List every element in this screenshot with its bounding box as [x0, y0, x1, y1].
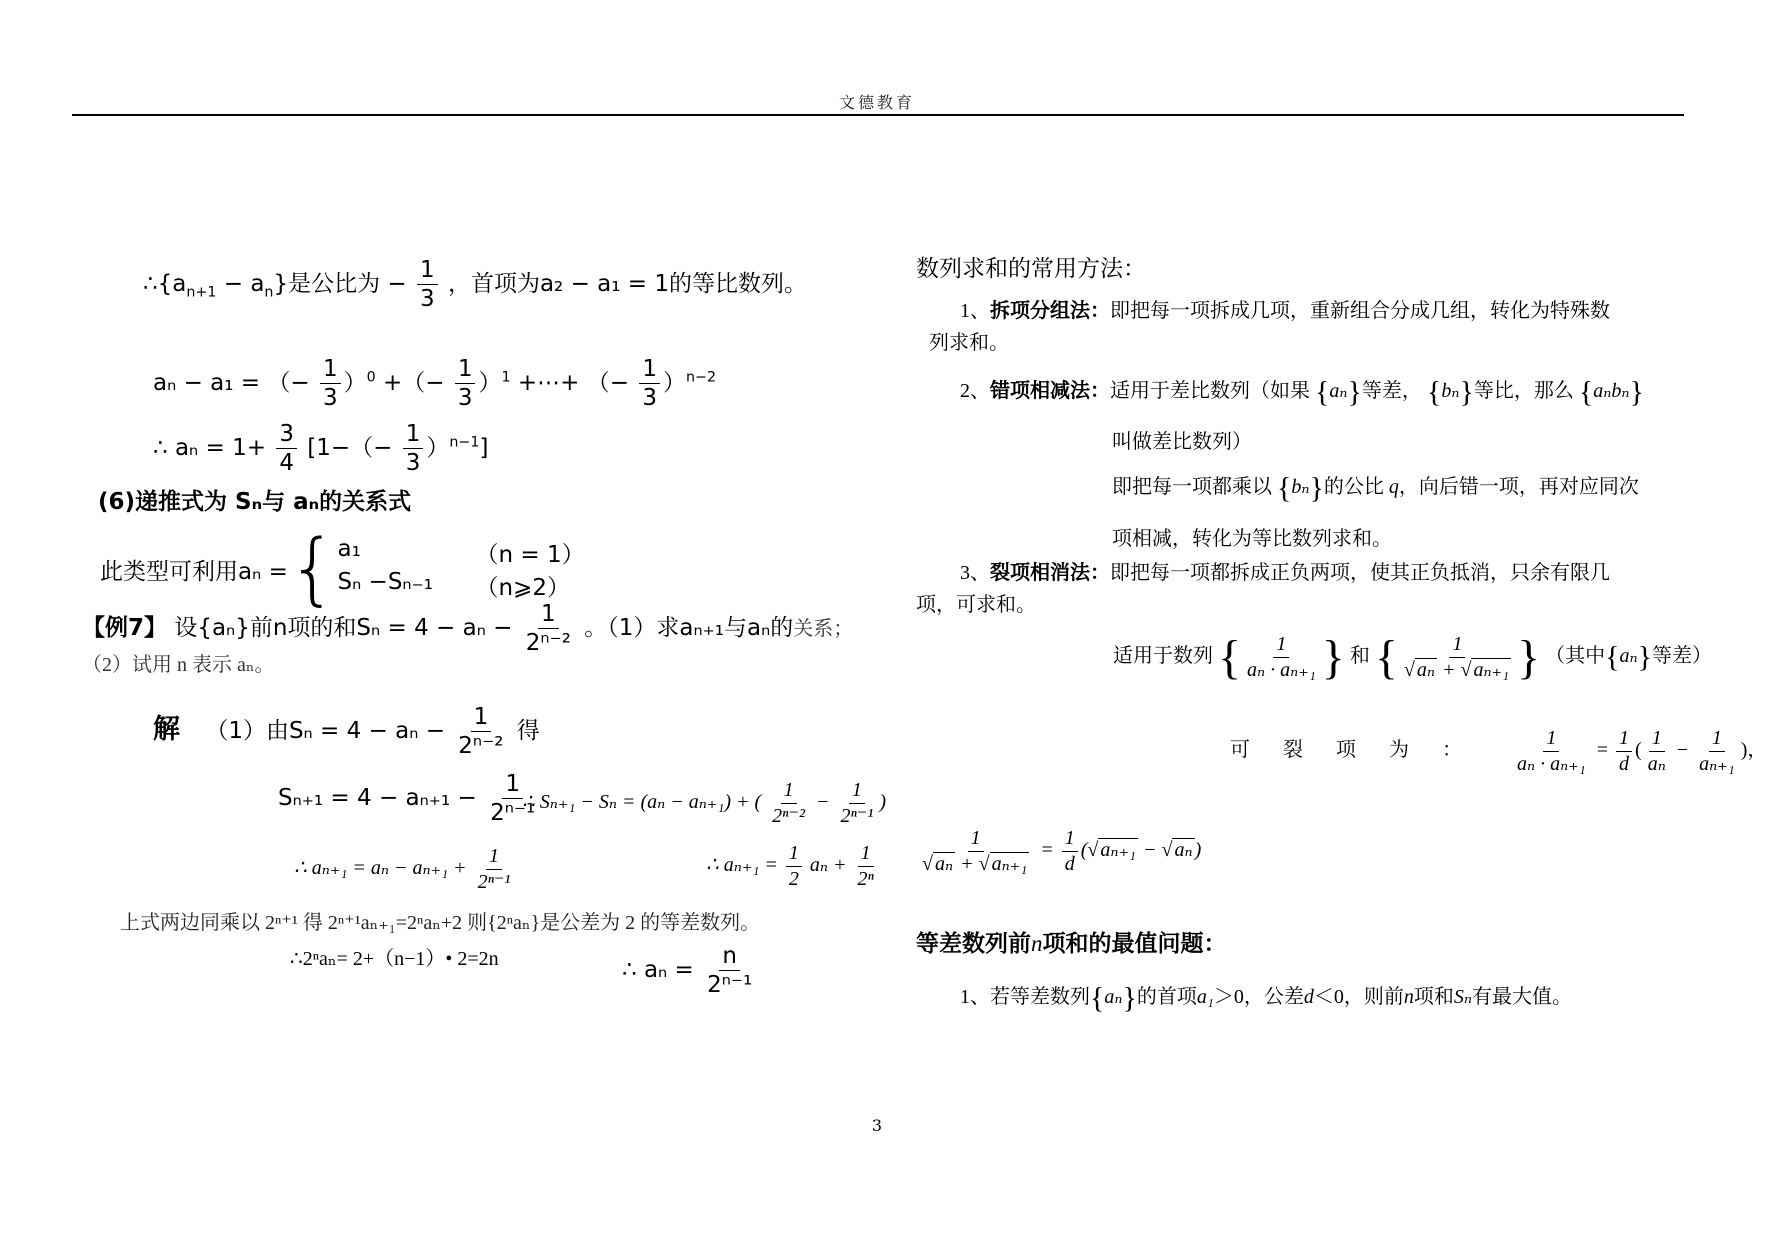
fraction-example7: [523, 602, 574, 655]
frac-den: 3: [405, 450, 421, 477]
m3-note-an: aₙ: [1619, 645, 1638, 668]
s3b-mid: aₙ +: [809, 854, 847, 877]
m2-num: 2、: [960, 380, 990, 402]
fraction-s3a: [475, 846, 514, 893]
h2-n: n: [1031, 931, 1043, 956]
cases-row-1: [337, 536, 584, 569]
brace-close-icon: }: [1629, 375, 1644, 409]
solution-step-3a: [294, 846, 516, 893]
frac-den: 2ⁿ⁻²: [458, 733, 504, 760]
frac-den: aₙ₊₁: [1699, 753, 1735, 775]
l1-sub1: n+1: [186, 284, 217, 301]
frac-num: n: [719, 944, 740, 971]
h2-pre: 等差数列前: [916, 931, 1031, 956]
root-open: (: [1080, 839, 1088, 862]
method-1-line1: [960, 294, 1610, 323]
max1-t4: 项和: [1413, 986, 1454, 1008]
s2b-text: ∴ Sₙ₊₁ − Sₙ = (aₙ − aₙ₊₁) + (: [522, 791, 762, 814]
split-open: (: [1635, 739, 1642, 762]
l3-close: ）: [426, 435, 450, 462]
line-an-result: [153, 422, 488, 475]
max1-sn: Sₙ: [1453, 986, 1472, 1008]
frac-num: 1: [1062, 828, 1078, 852]
root-a-n: aₙ: [1174, 839, 1193, 862]
m2-body: 适用于差比数列（如果: [1110, 380, 1310, 402]
frac-num: 1: [538, 602, 559, 629]
row2-cond: （n⩾2）: [475, 575, 570, 601]
max1-t1: 的首项: [1136, 986, 1197, 1008]
frac-num: 1: [849, 780, 865, 804]
frac-den: 2ⁿ⁻¹: [840, 805, 874, 827]
l1-post: }是公比为 −: [273, 271, 407, 298]
fraction-s2b-2: [838, 780, 877, 827]
frac-num: 1: [1449, 634, 1465, 658]
page-header-title: 文德教育: [838, 93, 915, 112]
max1-n: n: [1403, 986, 1414, 1008]
frac-den: 2ⁿ⁻¹: [477, 871, 511, 893]
fraction-one-third-a: [320, 357, 341, 410]
l1-mid: − a: [216, 271, 265, 298]
solution-step-4: 上式两边同乘以 2ⁿ⁺¹ 得 2ⁿ⁺¹aₙ₊₁=2ⁿaₙ+2 则{2ⁿaₙ}是公差为 2 的等差数列。: [120, 912, 761, 934]
fraction-s6: [704, 944, 755, 997]
method-2-line2: 叫做差比数列）: [1112, 431, 1252, 453]
solution-step-5: ∴2ⁿaₙ= 2+（n−1）• 2=2n: [290, 948, 499, 970]
solution-label: 解: [153, 714, 180, 746]
l3-lhs: ∴ aₙ = 1+: [153, 435, 267, 462]
cases-row-2: [337, 569, 584, 602]
brace-open-icon: {: [1578, 375, 1594, 409]
frac-den: √ aₙ + √ aₙ₊₁: [1403, 659, 1510, 681]
max1-pre: 1、若等差数列: [960, 986, 1090, 1008]
m2-bn: bₙ: [1441, 380, 1460, 402]
frac-num: 1: [968, 828, 984, 852]
brace-open-icon: {: [1374, 631, 1398, 684]
frac-den: 2ⁿ: [857, 868, 874, 890]
frac-num: 1: [1616, 728, 1632, 752]
fraction-s3b-2: [854, 843, 876, 890]
m2-t2: 等比，那么: [1473, 380, 1574, 402]
frac-den: aₙ · aₙ₊₁: [1247, 659, 1316, 681]
frac-num: 1: [786, 843, 802, 867]
row1-cond: （n = 1）: [475, 542, 585, 568]
m3-note-end: 等差）: [1652, 645, 1713, 668]
frac-den: 2ⁿ⁻²: [772, 805, 805, 827]
m2-title: 错项相减法：: [990, 380, 1110, 402]
frac-den: 3: [420, 286, 435, 313]
root-plus: +: [960, 853, 974, 875]
method-3-applicable: [1113, 630, 1712, 685]
section-6-heading: (6)递推式为 Sₙ与 aₙ的关系式: [98, 489, 412, 515]
brace-open-icon: {: [1315, 375, 1330, 409]
brace-close-icon: }: [1459, 375, 1474, 409]
root-eq: =: [1040, 839, 1054, 862]
fraction-three-fourths: [276, 422, 297, 475]
m2-line3c: ，向后错一项，再对应同次: [1398, 476, 1639, 498]
l2-close-1: ）: [478, 370, 502, 397]
method-2-line3: [1112, 470, 1639, 505]
m3-split-label: 可 裂 项 为 ：: [1230, 739, 1476, 762]
line-an-minus-a1: [153, 357, 716, 410]
m2-line3a: 即把每一项都乘以: [1112, 476, 1272, 498]
method-1-line2: 列求和。: [929, 332, 1009, 354]
m2-q: q: [1388, 476, 1399, 498]
l3-end: ]: [479, 435, 489, 462]
frac-den: 2ⁿ⁻¹: [490, 800, 536, 827]
method-3-root-split: $\frac{1}{\text{√ aₙ + √ aₙ₊₁}}$ = $\frac{1}{d}$ (√ aₙ₊₁ − √ aₙ ): [916, 828, 1201, 875]
max1-t3: ＜0，则前: [1313, 986, 1404, 1008]
max1-t5: 有最大值。: [1471, 986, 1572, 1008]
s2b-mid: −: [816, 791, 830, 814]
piecewise-definition: [100, 524, 585, 614]
frac-num: 1: [471, 705, 492, 732]
frac-den: 3: [457, 385, 473, 412]
fraction-one-third: [417, 258, 438, 311]
l2-close-2: ）: [662, 370, 686, 397]
example-7-part2: （2）试用 n 表示 aₙ。: [82, 654, 275, 676]
method-3-line2: 项，可求和。: [916, 594, 1036, 616]
row1-expr: a₁: [337, 536, 361, 562]
cases-rows: [337, 536, 584, 602]
m2-bn-2: bₙ: [1291, 476, 1310, 498]
root-close: ): [1194, 839, 1202, 862]
split-minus: −: [1676, 739, 1689, 762]
frac-den: 4: [279, 450, 294, 477]
frac-den: 2ⁿ⁻²: [525, 630, 571, 657]
l2-exp-0: 0: [366, 369, 376, 386]
split-eq: =: [1596, 739, 1609, 762]
s3b-text: ∴ aₙ₊₁ =: [706, 854, 778, 877]
solution-step-2b: [522, 780, 886, 827]
l1-sub2: n: [264, 284, 274, 301]
l3-exp: n−1: [449, 434, 480, 451]
m1-title: 拆项分组法：: [990, 300, 1110, 322]
root-plus: +: [1441, 659, 1456, 681]
example-7-label: 【例7】: [82, 615, 168, 642]
brace-open-icon: {: [1218, 631, 1242, 684]
s1-end: 得: [516, 718, 540, 745]
fraction-split-a: [1645, 728, 1669, 775]
frac-den: aₙ: [1647, 753, 1666, 775]
m3-note: （其中: [1545, 645, 1606, 668]
frac-den: 2: [788, 868, 799, 890]
m2-an: aₙ: [1329, 380, 1348, 402]
frac-num: 1: [781, 780, 797, 804]
frac-num: 1: [455, 357, 476, 384]
fraction-one-third-d: [403, 422, 424, 475]
method-3-line1: [960, 556, 1610, 585]
l2-exp-1: 1: [501, 369, 511, 386]
solution-step-2a: [278, 772, 541, 825]
m3-num: 3、: [960, 562, 990, 584]
m3-title: 裂项相消法：: [990, 562, 1110, 584]
l1-tail: ，首项为a₂ − a₁ = 1的等比数列。: [447, 271, 808, 298]
frac-den: √ aₙ + √ aₙ₊₁: [922, 853, 1028, 875]
summation-methods-heading: 数列求和的常用方法：: [916, 256, 1146, 281]
brace-close-icon: }: [1309, 471, 1324, 505]
brace-open-icon: {: [1605, 640, 1620, 674]
m1-num: 1、: [960, 300, 990, 322]
l2-exp-n2: n−2: [685, 369, 717, 386]
frac-num: 1: [320, 357, 341, 384]
m3-body: 即把每一项都拆成正负两项，使其正负抵消，只余有限几: [1110, 562, 1610, 584]
frac-den: d: [1619, 753, 1630, 775]
fraction-one-third-c: [639, 357, 660, 410]
frac-num: 1: [1273, 634, 1289, 658]
m1-body: 即把每一项拆成几项，重新组合分成几组，转化为特殊数: [1110, 300, 1610, 322]
root-an1: aₙ₊₁: [1473, 659, 1510, 681]
root-an: aₙ: [1416, 659, 1435, 681]
fraction-split-lhs: [1514, 728, 1589, 775]
cases-block: [100, 524, 585, 614]
method-2-line4: 项相减，转化为等比数列求和。: [1112, 528, 1392, 550]
max1-t2: ＞0，公差: [1213, 986, 1304, 1008]
solution-step-3b: [706, 843, 880, 890]
l2-dots: +⋯+ （−: [517, 370, 630, 397]
brace-close-icon: }: [1122, 981, 1137, 1015]
method-2-line1: [960, 374, 1644, 409]
brace-close-icon: }: [1321, 631, 1345, 684]
s2-text: Sₙ₊₁ = 4 − aₙ₊₁ −: [278, 785, 477, 812]
l2-close-0: ）: [343, 370, 367, 397]
method-3-split: [1230, 728, 1767, 775]
frac-den: 2ⁿ⁻¹: [707, 972, 753, 999]
fraction-s3b-1: [786, 843, 802, 890]
fraction-one-third-b: [455, 357, 476, 410]
root-an: aₙ: [934, 853, 954, 875]
frac-den: 3: [642, 385, 657, 412]
frac-num: 1: [1649, 728, 1665, 752]
cases-pre: 此类型可利用aₙ =: [100, 558, 288, 585]
frac-num: 3: [276, 422, 297, 449]
brace-open-icon: {: [1277, 471, 1292, 505]
frac-den: aₙ · aₙ₊₁: [1517, 753, 1586, 775]
max1-a1: a₁: [1196, 986, 1214, 1008]
example-7-text1: 设{aₙ}前n项的和Sₙ = 4 − aₙ −: [174, 615, 513, 642]
line-geometric-conclusion: [143, 258, 807, 311]
root-a-n1: aₙ₊₁: [1100, 839, 1136, 862]
frac-den: 3: [322, 385, 338, 412]
s1-text: （1）由Sₙ = 4 − aₙ −: [205, 718, 445, 745]
fraction-root-lhs: [919, 828, 1032, 875]
fraction-root-d: [1062, 828, 1078, 875]
m2-t1: 等差，: [1361, 380, 1422, 402]
h2-post: 项和的最值问题：: [1042, 931, 1227, 956]
left-brace-icon: {: [287, 524, 338, 614]
frac-num: 1: [403, 422, 424, 449]
root-an1: aₙ₊₁: [991, 853, 1028, 875]
fraction-s1: [455, 705, 506, 758]
page-number: 3: [871, 1116, 883, 1135]
frac-num: 1: [858, 843, 874, 867]
frac-num: 1: [1543, 728, 1559, 752]
max1-d: d: [1303, 986, 1314, 1008]
solution-step-1: [153, 705, 540, 758]
fraction-s2b-1: [769, 780, 808, 827]
example-7-text2: 。（1）求aₙ₊₁与aₙ的: [584, 615, 794, 642]
s3a-text: ∴ aₙ₊₁ = aₙ − aₙ₊₁ +: [294, 857, 467, 880]
s6-text: ∴ aₙ =: [622, 957, 694, 984]
fraction-m3-2: [1401, 634, 1514, 681]
l2-lhs: aₙ − a₁ = （−: [153, 370, 310, 397]
root-minus: −: [1142, 839, 1157, 862]
frac-num: 1: [417, 258, 438, 285]
l1-pre: ∴{a: [143, 271, 187, 298]
frac-num: 1: [639, 357, 660, 384]
l3-mid: [1−（−: [307, 435, 393, 462]
max-value-heading: [916, 925, 1227, 958]
fraction-m3-1: [1244, 634, 1319, 681]
brace-open-icon: {: [1426, 375, 1442, 409]
frac-den: d: [1064, 853, 1075, 875]
max1-an: aₙ: [1104, 986, 1123, 1008]
l2-plus: +（−: [382, 370, 445, 397]
frac-num: 1: [502, 772, 523, 799]
solution-final: [622, 944, 758, 997]
m2-line3b: 的公比: [1323, 476, 1384, 498]
frac-num: 1: [486, 846, 502, 870]
m2-anbn: aₙbₙ: [1593, 380, 1630, 402]
brace-close-icon: }: [1517, 631, 1541, 684]
fraction-split-b: [1696, 728, 1738, 775]
frac-num: 1: [1709, 728, 1725, 752]
s2b-end: ): [879, 791, 887, 814]
fraction-split-d: [1616, 728, 1632, 775]
m3-and: 和: [1349, 645, 1370, 668]
brace-close-icon: }: [1637, 640, 1653, 674]
header-divider: [72, 114, 1684, 116]
max-value-item-1: [960, 980, 1572, 1015]
split-close: )，: [1740, 739, 1767, 762]
brace-open-icon: {: [1090, 981, 1105, 1015]
m3-apply: 适用于数列: [1113, 645, 1213, 668]
example-7-text3: 关系；: [793, 618, 854, 641]
brace-close-icon: }: [1347, 375, 1362, 409]
row2-expr: Sₙ −Sₙ₋₁: [337, 569, 433, 595]
